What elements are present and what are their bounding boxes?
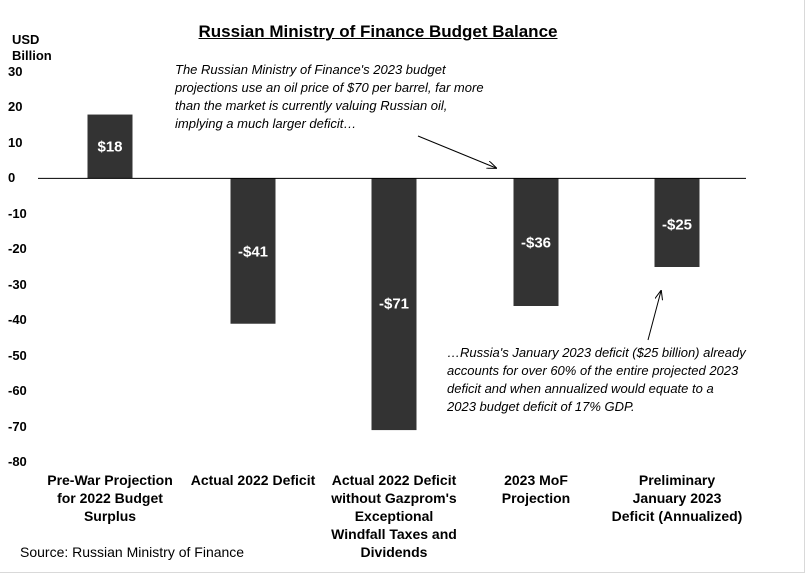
x-category-label: Pre-War Projection for 2022 Budget Surplus	[47, 472, 173, 524]
bar-data-label: -$25	[661, 216, 693, 234]
y-tick-label: 0	[8, 170, 16, 186]
y-tick-label: -70	[8, 418, 27, 434]
annotation-january-deficit: …Russia's January 2023 deficit ($25 billion) already accounts for over 60% of the entire projected 2023 deficit and when annualized would equate to a 2023 budget deficit of 17% GDP.	[447, 345, 746, 414]
y-tick-label: 10	[8, 134, 23, 150]
y-tick-label: 30	[8, 64, 23, 79]
bar-data-label: $18	[97, 138, 123, 156]
y-tick-label: -80	[8, 454, 27, 469]
bar-data-label: -$36	[520, 234, 552, 252]
annotation-arrow-bottom	[648, 291, 661, 340]
y-tick-label: -30	[8, 276, 27, 292]
annotation-oil-price: The Russian Ministry of Finance's 2023 budget projections use an oil price of $70 per barrel, far more than the market is currently valuing Russian oil, implying a much larger deficit…	[175, 62, 484, 131]
x-category-label: Preliminary January 2023 Deficit (Annualized)	[611, 472, 743, 524]
bar-data-label: -$71	[378, 295, 410, 313]
source-note: Source: Russian Ministry of Finance	[20, 544, 245, 560]
y-tick-label: -50	[8, 347, 27, 363]
annotation-arrow-top	[418, 136, 496, 168]
y-axis-unit-label: USD Billion	[12, 32, 52, 63]
y-tick-label: 20	[8, 99, 23, 115]
bar-data-label: -$41	[237, 243, 269, 261]
x-category-label: 2023 MoF Projection	[501, 472, 571, 506]
y-tick-label: -10	[8, 205, 27, 221]
chart-title: Russian Ministry of Finance Budget Balance	[198, 22, 558, 41]
y-tick-label: -20	[8, 241, 27, 257]
y-tick-label: -40	[8, 312, 27, 328]
x-category-label: Actual 2022 Deficit without Gazprom's Exceptional Windfall Taxes and Dividends	[331, 472, 457, 560]
y-tick-label: -60	[8, 383, 27, 399]
x-category-label: Actual 2022 Deficit	[190, 472, 316, 488]
